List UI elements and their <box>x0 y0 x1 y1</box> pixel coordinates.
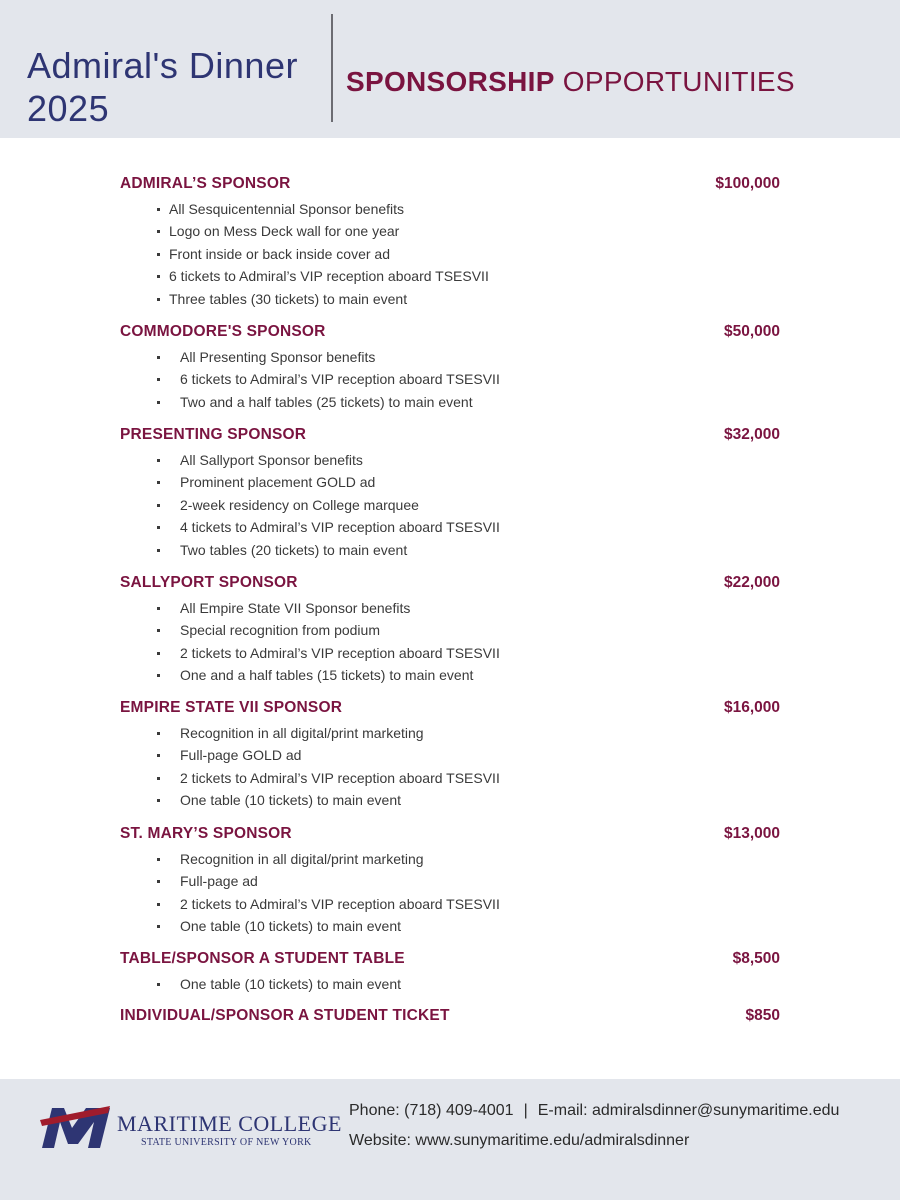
tier-name: ST. MARY’S SPONSOR <box>120 825 292 842</box>
benefit-item: Full-page ad <box>120 870 780 892</box>
benefit-item: 6 tickets to Admiral’s VIP reception aboard TSESVII <box>120 265 780 287</box>
benefit-item: 6 tickets to Admiral’s VIP reception aboard TSESVII <box>120 368 780 390</box>
header-divider <box>331 14 333 122</box>
tier-empire-state-vii <box>120 699 780 812</box>
benefit-item: Recognition in all digital/print marketing <box>120 722 780 744</box>
contact-line-phone-email <box>349 1102 839 1120</box>
benefit-list <box>120 346 780 413</box>
tier-price: $13,000 <box>723 825 780 842</box>
tier-table-sponsor <box>120 950 780 995</box>
contact-separator: | <box>523 1102 528 1119</box>
tier-header <box>120 323 780 343</box>
tier-individual-sponsor <box>120 1007 780 1027</box>
subtitle-bold: SPONSORSHIP <box>346 66 555 97</box>
benefit-item: 2 tickets to Admiral’s VIP reception aboard TSESVII <box>120 642 780 664</box>
tier-name: ADMIRAL’S SPONSOR <box>120 175 291 192</box>
footer-band <box>0 1079 900 1200</box>
tier-header <box>120 699 780 719</box>
tier-st-marys <box>120 825 780 938</box>
tier-header <box>120 825 780 845</box>
tier-price: $32,000 <box>723 426 780 443</box>
tier-price: $22,000 <box>723 574 780 591</box>
tier-commodores <box>120 323 780 413</box>
benefit-list <box>120 198 780 310</box>
benefit-item: All Presenting Sponsor benefits <box>120 346 780 368</box>
benefit-list <box>120 848 780 938</box>
benefit-item: Three tables (30 tickets) to main event <box>120 288 780 310</box>
logo-subtitle: STATE UNIVERSITY OF NEW YORK <box>141 1137 312 1148</box>
benefit-list <box>120 449 780 561</box>
tier-header <box>120 426 780 446</box>
benefit-item: Two tables (20 tickets) to main event <box>120 539 780 561</box>
subtitle-light: OPPORTUNITIES <box>562 66 795 97</box>
event-title-line2: 2025 <box>27 88 110 129</box>
email-text: E-mail: admiralsdinner@sunymaritime.edu <box>537 1102 840 1119</box>
header-band <box>0 0 900 138</box>
benefit-item: Front inside or back inside cover ad <box>120 243 780 265</box>
phone-text: Phone: (718) 409-4001 <box>349 1102 514 1119</box>
tier-name: PRESENTING SPONSOR <box>120 426 307 443</box>
benefit-item: Two and a half tables (25 tickets) to main event <box>120 391 780 413</box>
tier-sallyport <box>120 574 780 687</box>
tier-admirals <box>120 175 780 310</box>
benefit-item: All Empire State VII Sponsor benefits <box>120 597 780 619</box>
tier-name: SALLYPORT SPONSOR <box>120 574 298 591</box>
benefit-item: Prominent placement GOLD ad <box>120 471 780 493</box>
benefit-list <box>120 597 780 687</box>
benefit-item: All Sesquicentennial Sponsor benefits <box>120 198 780 220</box>
benefit-item: One table (10 tickets) to main event <box>120 973 780 995</box>
tier-price: $100,000 <box>715 175 780 192</box>
benefit-list <box>120 973 780 995</box>
tier-name: INDIVIDUAL/SPONSOR A STUDENT TICKET <box>120 1007 450 1024</box>
benefit-list <box>120 722 780 812</box>
benefit-item: Recognition in all digital/print marketing <box>120 848 780 870</box>
website-text: Website: www.sunymaritime.edu/admiralsdinner <box>349 1132 690 1149</box>
benefit-item: 2-week residency on College marquee <box>120 494 780 516</box>
event-title-line1: Admiral's Dinner <box>27 45 298 86</box>
tier-header <box>120 950 780 970</box>
tier-presenting <box>120 426 780 561</box>
benefit-item: 4 tickets to Admiral’s VIP reception aboard TSESVII <box>120 516 780 538</box>
tier-header <box>120 1007 780 1027</box>
benefit-item: 2 tickets to Admiral’s VIP reception aboard TSESVII <box>120 767 780 789</box>
benefit-item: Full-page GOLD ad <box>120 744 780 766</box>
logo-wordmark: MARITIME COLLEGE <box>117 1111 342 1136</box>
tier-name: EMPIRE STATE VII SPONSOR <box>120 699 343 716</box>
benefit-item: Logo on Mess Deck wall for one year <box>120 220 780 242</box>
benefit-item: One table (10 tickets) to main event <box>120 915 780 937</box>
tier-header <box>120 574 780 594</box>
tier-header <box>120 175 780 195</box>
benefit-item: One table (10 tickets) to main event <box>120 789 780 811</box>
tier-price: $50,000 <box>723 323 780 340</box>
tier-price: $850 <box>745 1007 780 1024</box>
benefit-item: Special recognition from podium <box>120 619 780 641</box>
benefit-item: 2 tickets to Admiral’s VIP reception aboard TSESVII <box>120 893 780 915</box>
tier-price: $8,500 <box>732 950 780 967</box>
tier-name: TABLE/SPONSOR A STUDENT TABLE <box>120 950 405 967</box>
maritime-college-logo-icon <box>38 1104 112 1150</box>
benefit-item: All Sallyport Sponsor benefits <box>120 449 780 471</box>
page-subtitle <box>346 68 795 96</box>
benefit-item: One and a half tables (15 tickets) to main event <box>120 664 780 686</box>
tier-price: $16,000 <box>723 699 780 716</box>
tier-name: COMMODORE'S SPONSOR <box>120 323 326 340</box>
